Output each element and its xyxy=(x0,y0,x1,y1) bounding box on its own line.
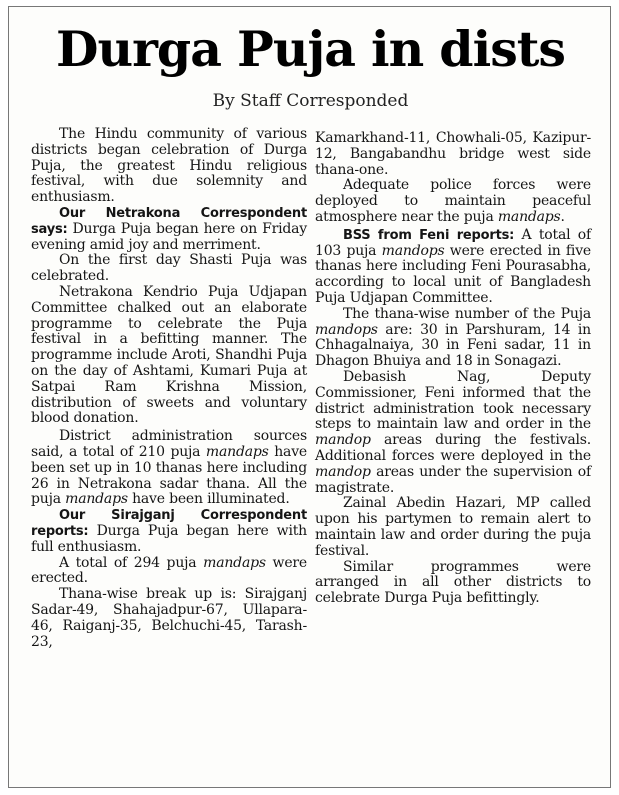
paragraph xyxy=(315,228,591,307)
paragraph: Zainal Abedin Hazari, MP called upon his partymen to remain alert to maintain law and order during the puja festival. xyxy=(315,495,591,559)
paragraph: Netrakona Kendrio Puja Udjapan Committee chalked out an elaborate programme to celebrate the Puja festival in a befitting manner. The programme include Aroti, Shandhi Puja on the day of Ashtami, Kumari Puja at Satpai Ram Krishna Mission, distribution of sweets and voluntary blood donation. xyxy=(31,283,307,427)
italic-term: mandops xyxy=(315,321,378,338)
paragraph xyxy=(315,178,591,225)
paragraph-text: were erected. xyxy=(31,554,307,587)
correspondent-lead: Our Sirajganj Correspondent reports: xyxy=(31,508,307,539)
paragraph-text: Durga Puja began here on Friday evening amid joy and merriment. xyxy=(31,220,307,253)
paragraph-text: The thana-wise number of the Puja xyxy=(343,305,591,322)
paragraph: The Hindu community of various districts began celebration of Durga Puja, the greatest Hindu religious festival, with due solemnity and enthusiasm. xyxy=(31,126,307,206)
italic-term: mandaps xyxy=(497,208,561,225)
italic-term: mandaps xyxy=(65,491,128,508)
paragraph-text: . xyxy=(560,208,565,225)
paragraph: Kamarkhand-11, Chowhali-05, Kazipur-12, Bangabandhu bridge west side thana-one. xyxy=(315,130,591,178)
correspondent-lead: BSS from Feni reports: xyxy=(343,227,515,243)
headline: Durga Puja in dists xyxy=(56,20,565,78)
italic-term: mandop xyxy=(315,432,371,449)
column-right xyxy=(315,131,591,607)
paragraph: On the first day Shasti Puja was celebrated. xyxy=(31,252,307,285)
paragraph xyxy=(315,370,591,496)
paragraph-text: A total of 103 puja xyxy=(315,226,591,259)
paragraph xyxy=(31,429,307,508)
italic-term: mandop xyxy=(315,463,371,480)
paragraph-text: areas during the festivals. Additional forces were deployed in the xyxy=(315,432,591,464)
paragraph-text: A total of 294 puja xyxy=(59,554,204,571)
paragraph-text: areas under the supervision of magistrate. xyxy=(315,463,591,496)
paragraph-text: are: 30 in Parshuram, 14 in Chhagalnaiya, 30 in Feni sadar, 11 in Dhagon Bhuiya and 18 in Sonagazi. xyxy=(315,321,591,370)
italic-term: mandaps xyxy=(205,443,269,460)
paragraph-text: Adequate police forces were deployed to maintain peaceful atmosphere near the puja xyxy=(315,177,591,225)
paragraph-text: have been set up in 10 thanas here including 26 in Netrakona sadar thana. All the puja xyxy=(31,443,307,508)
newspaper-clipping xyxy=(8,6,611,788)
column-left xyxy=(31,127,307,650)
byline: By Staff Corresponded xyxy=(212,91,409,111)
paragraph-text: District administration sources said, a total of 210 puja xyxy=(31,428,307,460)
paragraph: Thana-wise break up is: Sirajganj Sadar-49, Shahajadpur-67, Ullapara-46, Raiganj-35, Belchuchi-45, Tarash-23, xyxy=(31,586,307,650)
paragraph xyxy=(31,556,307,588)
italic-term: mandaps xyxy=(203,554,266,571)
paragraph-text: have been illuminated. xyxy=(127,491,290,508)
paragraph xyxy=(31,508,307,555)
paragraph-text: Debasish Nag, Deputy Commissioner, Feni informed that the district administration took necessary steps to maintain law and order in the xyxy=(315,368,591,433)
paragraph xyxy=(31,206,307,253)
italic-term: mandops xyxy=(381,242,445,259)
paragraph-text: were erected in five thanas here including Feni Pourasabha, according to local unit of Bangladesh Puja Udjapan Committee. xyxy=(315,242,591,306)
correspondent-lead: Our Netrakona Correspondent says: xyxy=(31,205,307,237)
paragraph: Similar programmes were arranged in all other districts to celebrate Durga Puja befittingly. xyxy=(315,558,591,607)
paragraph-text: Durga Puja began here with full enthusiasm. xyxy=(31,522,307,555)
paragraph xyxy=(315,307,591,370)
